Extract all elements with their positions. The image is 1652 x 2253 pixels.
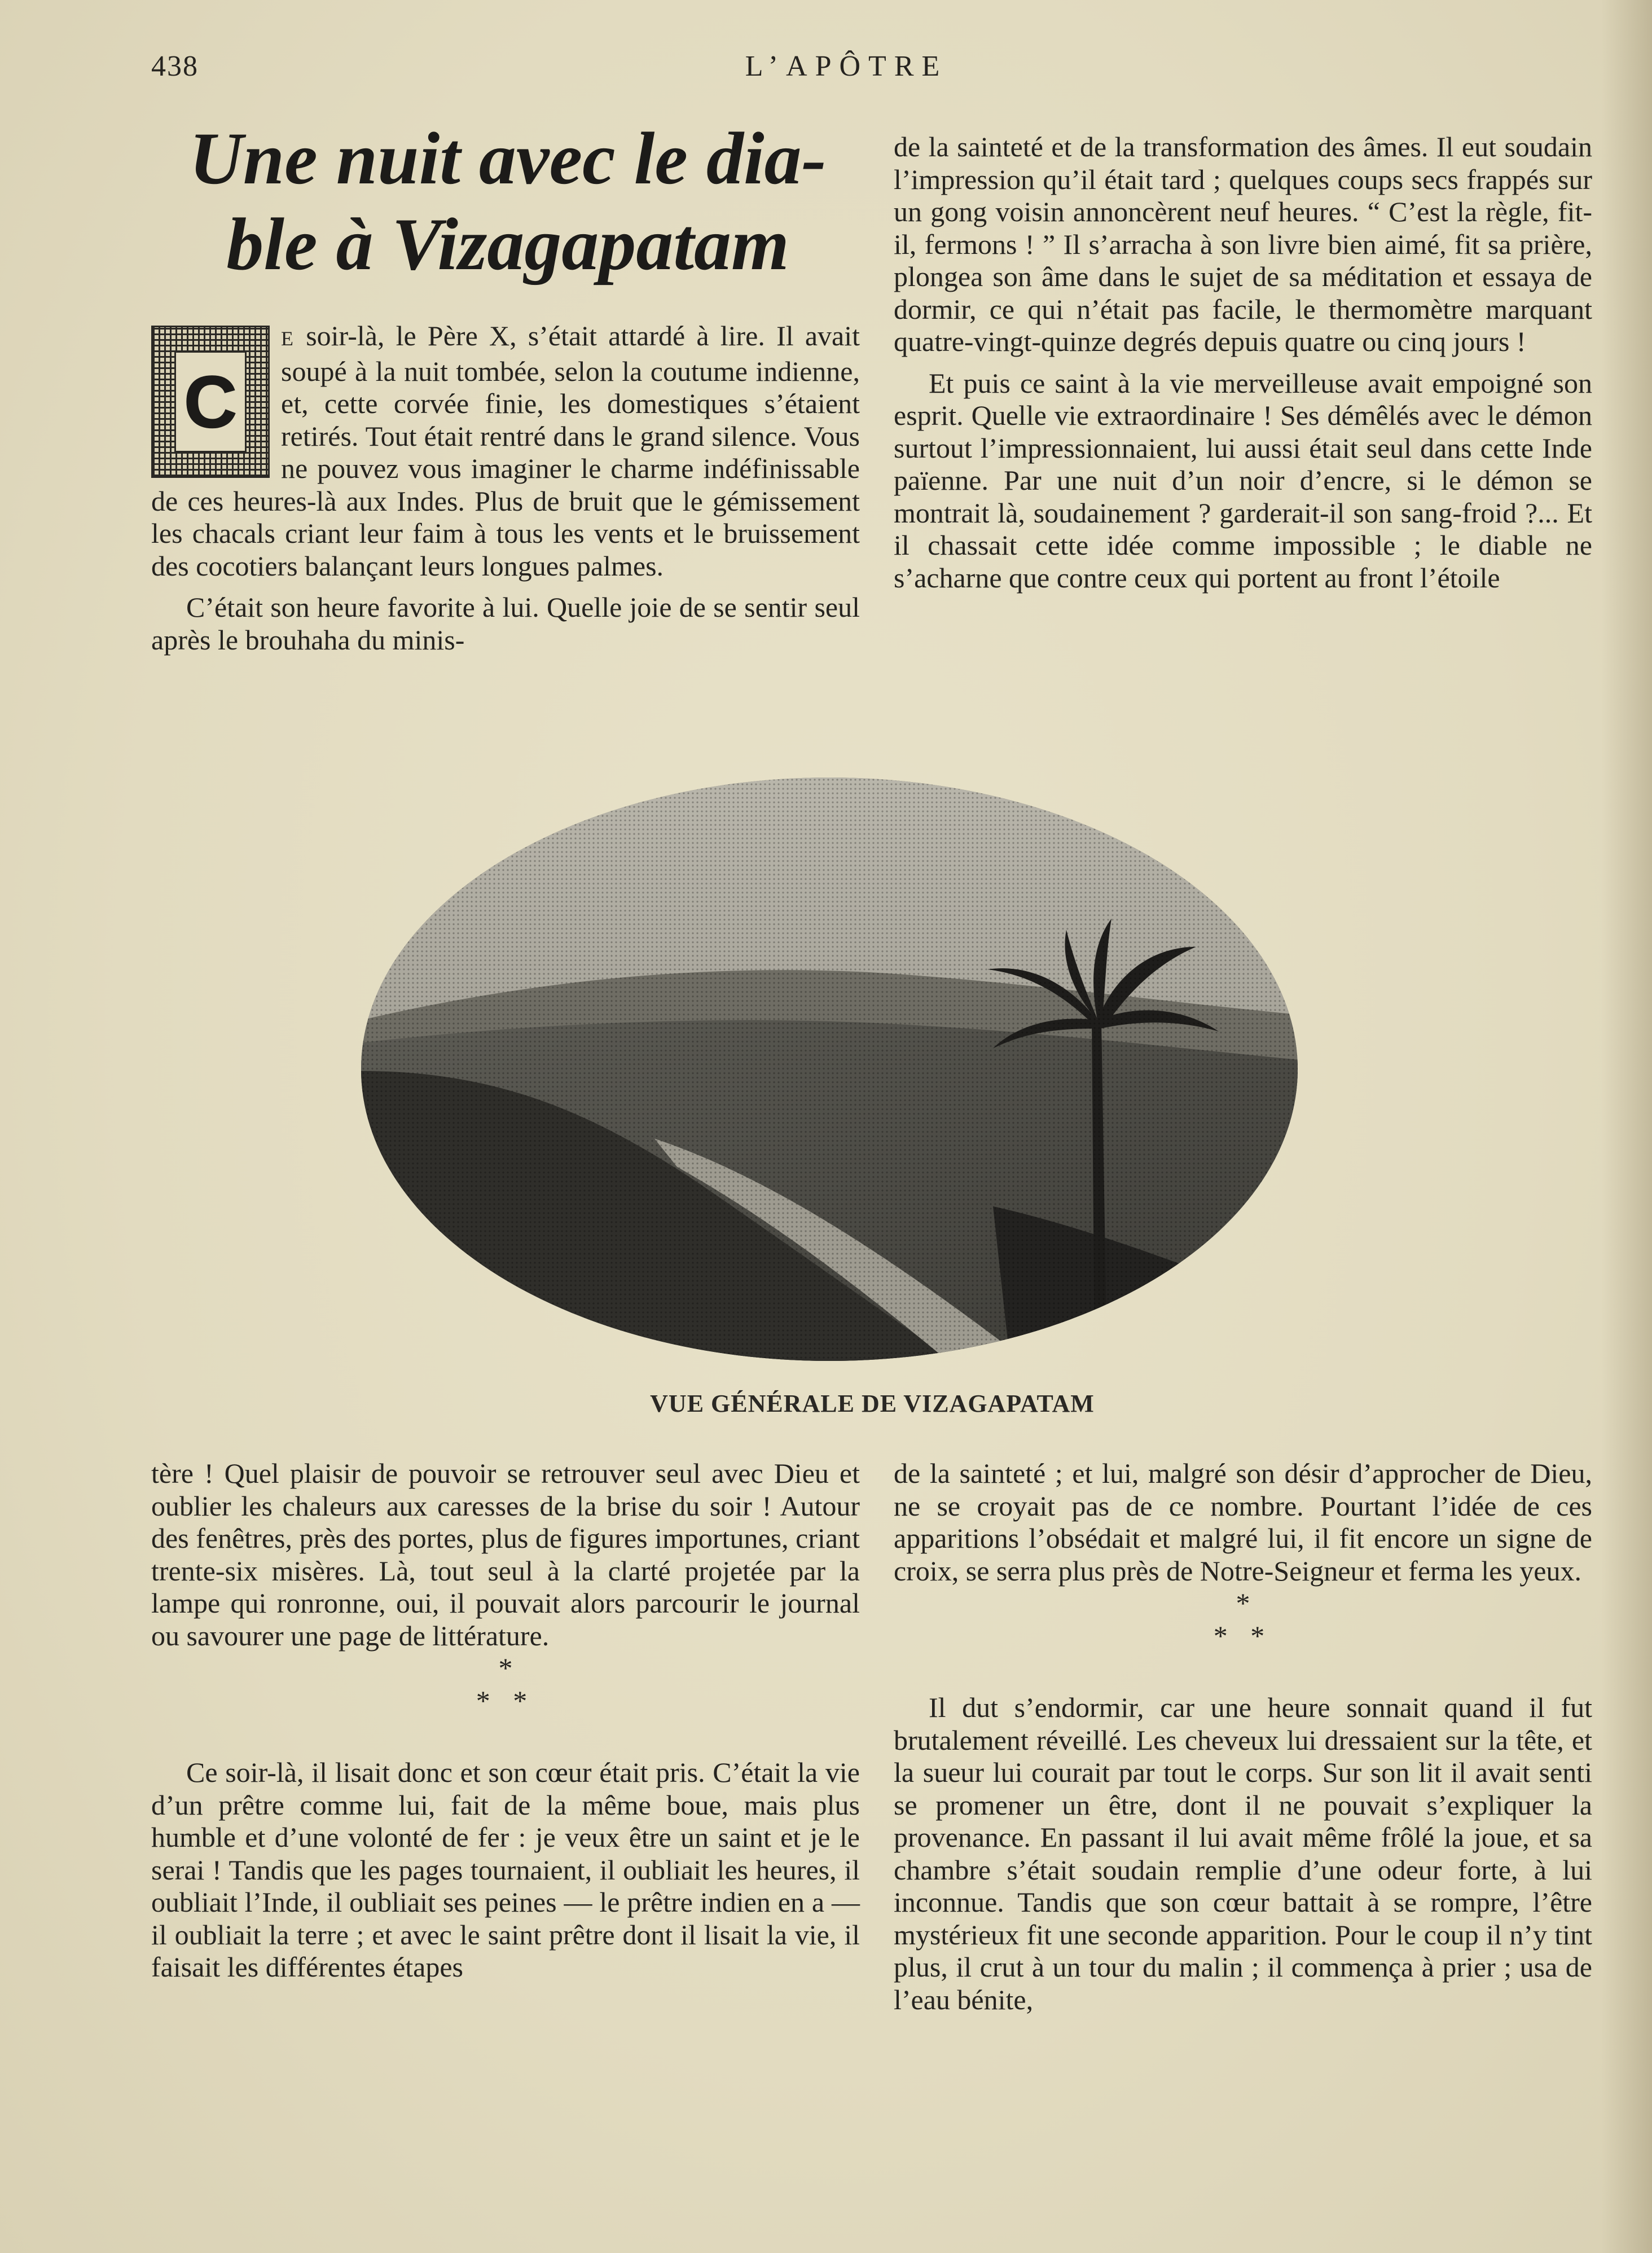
paragraph: de la sainteté et de la transformation des âmes. Il eut soudain l’impression qu’il était tard ; quelques coups secs frappés sur un gong voisin annoncèrent neuf heures. “ C’est la règle, fit-il, fermons ! ” Il s’arracha à son livre bien aimé, fit sa prière, plongea son âme dans le sujet de sa méditation et essaya de dormir, ce qui n’était pas facile, le thermomètre marquant quatre-vingt-quinze degrés depuis quatre ou cinq jours ! — [894, 131, 1592, 357]
section-break-star: * — [1236, 1587, 1250, 1619]
vizagapatam-photo — [361, 778, 1298, 1361]
column-bottom-right — [894, 1457, 1592, 2016]
paragraph: Ce soir-là, il lisait donc et son cœur était pris. C’était la vie d’un prêtre comme lui, fait de la même boue, mais plus humble et d’une volonté de fer : je veux être un saint et je le serai ! Tandis que les pages tournaient, il oubliait les heures, il oubliait l’Inde, il oubliait ses peines — le prêtre indien en a — il oubliait la terre ; et avec le saint prêtre dont il lisait la vie, il faisait les différentes étapes — [151, 1756, 860, 1983]
paragraph: Et puis ce saint à la vie merveilleuse avait empoigné son esprit. Quelle vie extraordinaire ! Ses démêlés avec le démon surtout l’impressionnaient, lui aussi était seul dans cette Inde païenne. Par une nuit d’un noir d’encre, si le démon se montrait là, soudainement ? garderait-il son sang-froid ?... Et il chassait cette idée comme impossible ; le diable ne s’acharne que contre ceux qui portent au front l’étoile — [894, 367, 1592, 594]
paragraph: de la sainteté ; et lui, malgré son désir d’approcher de Dieu, ne se croyait pas de ce nombre. Pourtant l’idée de ces apparitions l’obsédait et malgré lui, il fit encore un signe de croix, se serra plus près de Notre-Seigneur et ferma les yeux. — [894, 1457, 1592, 1587]
title-line: ble à Vizagapatam — [226, 203, 789, 286]
title-line: Une nuit avec le dia- — [189, 117, 827, 200]
paragraph: tère ! Quel plaisir de pouvoir se retrouver seul avec Dieu et oublier les chaleurs aux caresses de la brise du soir ! Autour des fenêtres, près des portes, plus de figures importunes, criant trente-six misères. Là, tout seul à la clarté projetée par la lampe qui ronronne, oui, il pouvait alors parcourir le journal ou savourer une page de littérature. — [151, 1457, 860, 1652]
drop-cap-frame — [174, 351, 247, 453]
running-title: L’APÔTRE — [745, 50, 948, 82]
paragraph: Il dut s’endormir, car une heure sonnait quand il fut brutalement réveillé. Les cheveux lui dressaient sur la tête, et la sueur lui courait par tout le corps. Sur son lit il avait senti se promener un être, dont il ne pouvait s’expliquer la provenance. En passant il lui avait même frôlé la joue, et sa chambre s’était soudain remplie d’une odeur forte, à lui inconnue. Tandis que son cœur battait à se rompre, l’être mystérieux fit une seconde apparition. Pour le coup il n’y tint plus, il crut à un tour du malin ; il commença à prier ; usa de l’eau bénite, — [894, 1692, 1592, 2015]
section-break-stars: * * — [1213, 1619, 1273, 1652]
column-top-right — [894, 131, 1592, 594]
page-edge-shadow — [1601, 0, 1652, 2253]
paragraph-text: soir-là, le Père X, s’était attardé à lire. Il avait soupé à la nuit tombée, selon la coutume indienne, et, cette corvée finie, les domestiques s’étaient retirés. Tout était rentré dans le grand silence. Vous ne pouvez vous imaginer le charme indéfinissable de ces heures-là aux Indes. Plus de bruit que le gémissement les chacals criant leur faim à tous les vents et le bruissement des cocotiers balançant leurs longues palmes. — [151, 320, 860, 582]
drop-cap-letter: C — [184, 361, 237, 443]
column-top-left — [151, 320, 860, 656]
page-number: 438 — [151, 50, 199, 82]
figure-caption: VUE GÉNÉRALE DE VIZAGAPATAM — [650, 1390, 1095, 1417]
paragraph: C’était son heure favorite à lui. Quelle joie de se sentir seul après le brouhaha du minis- — [151, 591, 860, 656]
column-bottom-left — [151, 1457, 860, 1984]
smallcap-letter: E — [281, 327, 295, 350]
section-break-stars: * * — [476, 1684, 535, 1716]
section-break-star: * — [498, 1652, 513, 1684]
photo-illustration — [361, 778, 1298, 1361]
ornamental-drop-cap — [151, 326, 270, 478]
article-title — [152, 116, 863, 287]
